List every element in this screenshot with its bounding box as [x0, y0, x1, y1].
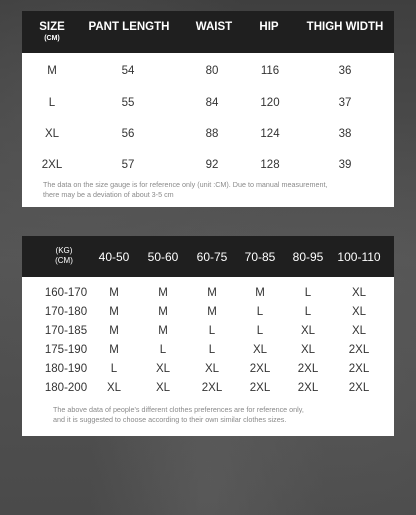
- header-hip: HIP: [259, 21, 279, 33]
- pant-length-cell: 57: [121, 159, 135, 171]
- header-thigh-width: THIGH WIDTH: [306, 21, 384, 33]
- size-recommendation-cell: XL: [155, 382, 171, 394]
- size-cell: M: [47, 65, 57, 77]
- table-row: [22, 325, 394, 345]
- size-recommendation-cell: XL: [351, 325, 367, 337]
- size-recommendation-cell: M: [109, 287, 119, 299]
- size-recommendation-cell: 2XL: [297, 382, 319, 394]
- pant-length-cell: 54: [121, 65, 135, 77]
- size-recommendation-cell: L: [304, 306, 312, 318]
- table-row: [22, 287, 394, 307]
- height-cell: 175-190: [44, 344, 88, 356]
- header-weight: 80-95: [292, 250, 324, 264]
- table-row: [22, 159, 394, 179]
- size-recommendation-cell: M: [207, 287, 217, 299]
- fit-table-header: [22, 236, 394, 277]
- fit-table-note: [53, 405, 304, 424]
- size-recommendation-cell: L: [256, 306, 264, 318]
- fit-note-line-2: and it is suggested to choose according to their own similar clothes sizes.: [53, 414, 287, 424]
- size-recommendation-cell: L: [208, 325, 216, 337]
- corner-weight-unit: (KG): [55, 246, 73, 255]
- waist-cell: 80: [205, 65, 219, 77]
- size-recommendation-cell: 2XL: [297, 363, 319, 375]
- header-weight: 50-60: [147, 250, 179, 264]
- size-recommendation-cell: 2XL: [249, 363, 271, 375]
- hip-cell: 124: [260, 128, 280, 140]
- pant-length-cell: 56: [121, 128, 135, 140]
- size-recommendation-cell: XL: [351, 287, 367, 299]
- thigh-width-cell: 39: [338, 159, 352, 171]
- waist-cell: 88: [205, 128, 219, 140]
- size-recommendation-cell: M: [109, 344, 119, 356]
- size-recommendation-cell: XL: [351, 306, 367, 318]
- table-row: [22, 128, 394, 148]
- size-recommendation-cell: 2XL: [348, 382, 370, 394]
- height-cell: 180-200: [44, 382, 88, 394]
- pant-length-cell: 55: [121, 97, 135, 109]
- size-note-line-2: there may be a deviation of about 3-5 cm: [43, 189, 174, 199]
- size-recommendation-cell: M: [158, 287, 168, 299]
- header-weight: 70-85: [244, 250, 276, 264]
- size-recommendation-cell: M: [109, 306, 119, 318]
- size-recommendation-cell: L: [304, 287, 312, 299]
- size-recommendation-cell: L: [110, 363, 118, 375]
- size-recommendation-cell: M: [207, 306, 217, 318]
- size-recommendation-cell: 2XL: [249, 382, 271, 394]
- size-recommendation-cell: M: [158, 306, 168, 318]
- size-cell: 2XL: [41, 159, 63, 171]
- size-chart-table: [22, 11, 394, 207]
- header-pant-length: PANT LENGTH: [88, 21, 170, 33]
- thigh-width-cell: 38: [338, 128, 352, 140]
- size-recommendation-cell: 2XL: [348, 344, 370, 356]
- size-recommendation-cell: 2XL: [201, 382, 223, 394]
- size-recommendation-cell: L: [256, 325, 264, 337]
- size-recommendation-cell: XL: [204, 363, 220, 375]
- header-size-label: SIZE: [39, 21, 65, 33]
- waist-cell: 84: [205, 97, 219, 109]
- table-row: [22, 382, 394, 402]
- header-waist: WAIST: [195, 21, 233, 33]
- size-recommendation-cell: XL: [252, 344, 268, 356]
- header-weight: 40-50: [98, 250, 130, 264]
- fit-note-line-1: The above data of people's different clothes preferences are for reference only,: [53, 405, 304, 414]
- height-cell: 180-190: [44, 363, 88, 375]
- size-cell: L: [48, 97, 56, 109]
- table-row: [22, 363, 394, 383]
- size-cell: XL: [44, 128, 60, 140]
- thigh-width-cell: 37: [338, 97, 352, 109]
- height-cell: 170-185: [44, 325, 88, 337]
- size-note-line-1: The data on the size gauge is for reference only (unit :CM). Due to manual measurement,: [43, 180, 328, 189]
- size-recommendation-cell: XL: [300, 344, 316, 356]
- thigh-width-cell: 36: [338, 65, 352, 77]
- corner-height-unit: (CM): [55, 256, 73, 265]
- size-chart-header: [22, 11, 394, 53]
- size-recommendation-cell: M: [158, 325, 168, 337]
- hip-cell: 116: [260, 65, 280, 77]
- size-recommendation-cell: 2XL: [348, 363, 370, 375]
- size-recommendation-cell: L: [208, 344, 216, 356]
- header-weight: 60-75: [196, 250, 228, 264]
- waist-cell: 92: [205, 159, 219, 171]
- size-recommendation-cell: L: [159, 344, 167, 356]
- size-recommendation-cell: M: [109, 325, 119, 337]
- size-recommendation-cell: XL: [300, 325, 316, 337]
- height-cell: 160-170: [44, 287, 88, 299]
- size-recommendation-cell: XL: [106, 382, 122, 394]
- table-row: [22, 65, 394, 85]
- header-size-unit: (CM): [44, 35, 60, 42]
- header-size: [28, 21, 76, 42]
- table-row: [22, 97, 394, 117]
- header-weight: 100-110: [337, 250, 381, 264]
- size-recommendation-cell: XL: [155, 363, 171, 375]
- size-recommendation-cell: M: [255, 287, 265, 299]
- table-row: [22, 306, 394, 326]
- hip-cell: 128: [260, 159, 280, 171]
- height-cell: 170-180: [44, 306, 88, 318]
- hip-cell: 120: [260, 97, 280, 109]
- size-chart-note: [43, 180, 327, 199]
- fit-recommendation-table: [22, 236, 394, 436]
- table-row: [22, 344, 394, 364]
- header-corner: [46, 246, 82, 266]
